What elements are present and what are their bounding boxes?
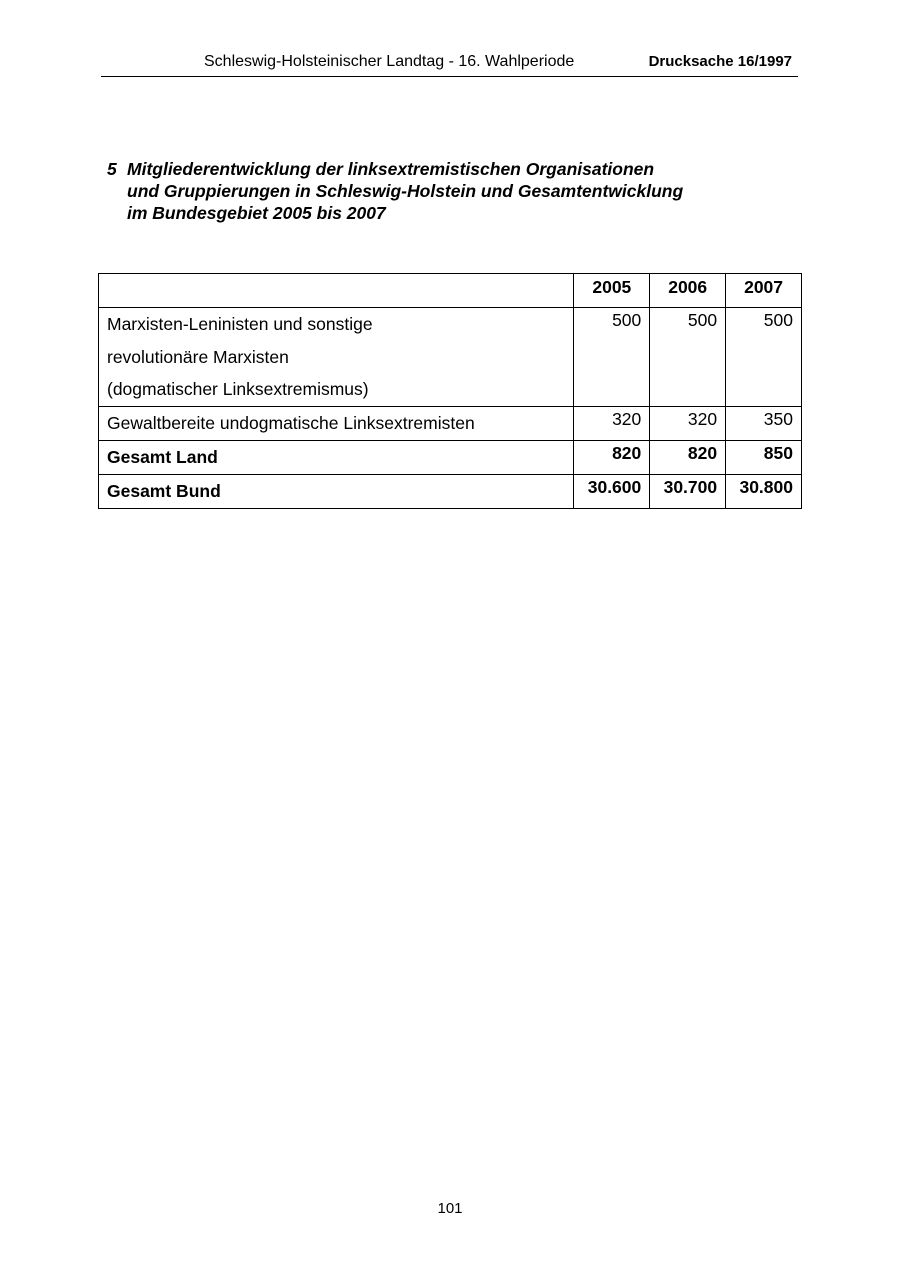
value-cell: 320 <box>650 406 726 440</box>
row-label: Gewaltbereite undogmatische Linksextremisten <box>99 406 574 440</box>
value-cell: 820 <box>650 440 726 474</box>
page-number: 101 <box>437 1200 463 1217</box>
membership-table <box>98 273 802 509</box>
header-cell-year: 2006 <box>650 274 726 308</box>
value-cell: 30.800 <box>726 474 802 508</box>
table-row <box>99 308 802 407</box>
section-number: 5 <box>107 159 117 179</box>
header-cell-year: 2005 <box>574 274 650 308</box>
value-cell: 500 <box>574 308 650 407</box>
row-label <box>99 308 574 407</box>
value-cell: 350 <box>726 406 802 440</box>
value-cell: 820 <box>574 440 650 474</box>
header-cell-year: 2007 <box>726 274 802 308</box>
page-header <box>101 50 798 77</box>
section-title-line: und Gruppierungen in Schleswig-Holstein und Gesamtentwicklung <box>127 181 684 201</box>
value-cell: 500 <box>726 308 802 407</box>
table-header-row <box>99 274 802 308</box>
header-cell-empty <box>99 274 574 308</box>
header-title: Schleswig-Holsteinischer Landtag - 16. Wahlperiode <box>204 53 575 70</box>
section-title-line: Mitgliederentwicklung der linksextremistischen Organisationen <box>127 159 655 179</box>
row-label: Gesamt Land <box>99 440 574 474</box>
table-row-total-land <box>99 440 802 474</box>
section-title-line: im Bundesgebiet 2005 bis 2007 <box>127 203 386 223</box>
row-label-line: (dogmatischer Linksextremismus) <box>107 379 369 399</box>
row-label: Gesamt Bund <box>99 474 574 508</box>
table-row <box>99 406 802 440</box>
value-cell: 850 <box>726 440 802 474</box>
value-cell: 500 <box>650 308 726 407</box>
row-label-line: Marxisten-Leninisten und sonstige <box>107 314 373 334</box>
value-cell: 30.700 <box>650 474 726 508</box>
row-label-line: revolutionäre Marxisten <box>107 346 289 367</box>
table-row-total-bund <box>99 474 802 508</box>
value-cell: 30.600 <box>574 474 650 508</box>
document-reference: Drucksache 16/1997 <box>648 53 792 70</box>
section-heading <box>107 158 747 224</box>
value-cell: 320 <box>574 406 650 440</box>
